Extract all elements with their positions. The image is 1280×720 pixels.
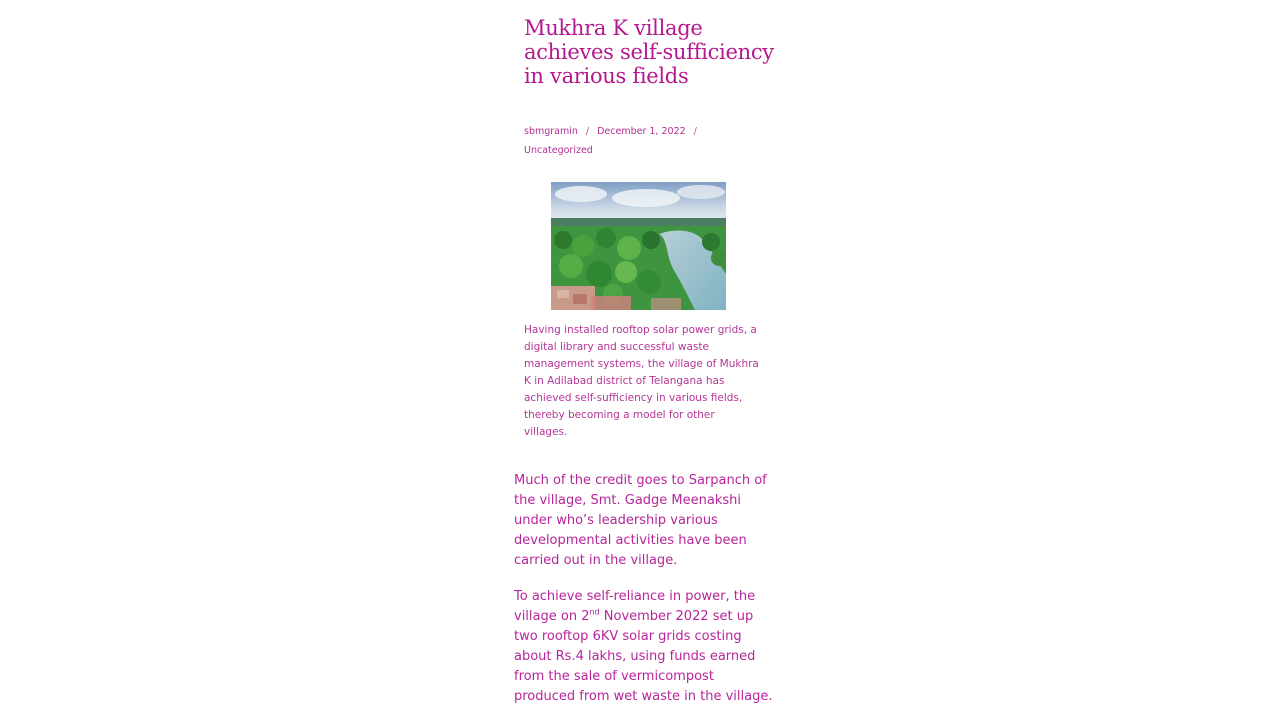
- date-link[interactable]: December 1, 2022: [597, 126, 686, 137]
- paragraph-2-text-end: November 2022 set up two rooftop 6KV solar grids costing about Rs.4 lakhs, using funds earned from the sale of vermicompost produced from wet waste in the village.: [514, 609, 773, 704]
- article-image: [551, 182, 726, 310]
- post-meta: [524, 122, 724, 160]
- aerial-village-photo: [551, 182, 726, 310]
- image-caption: Having installed rooftop solar power grids, a digital library and successful waste management systems, the village of Mukhra K in Adilabad district of Telangana has achieved self-sufficiency in various fields, thereby becoming a model for other villages.: [524, 324, 759, 438]
- meta-separator: /: [585, 126, 590, 137]
- article-title: Mukhra K village achieves self-sufficiency in various fields: [524, 16, 774, 88]
- paragraph-2-text-start: To achieve self-reliance in power, the village on 2: [514, 589, 756, 624]
- meta-separator: /: [693, 126, 697, 137]
- paragraph-2: [514, 587, 779, 707]
- ordinal-suffix: nd: [589, 607, 600, 617]
- author-link[interactable]: sbmgramin: [524, 126, 578, 137]
- paragraph-1: Much of the credit goes to Sarpanch of the village, Smt. Gadge Meenakshi under who’s leadership various developmental activities have been carried out in the village.: [514, 473, 767, 568]
- category-link[interactable]: Uncategorized: [524, 145, 593, 156]
